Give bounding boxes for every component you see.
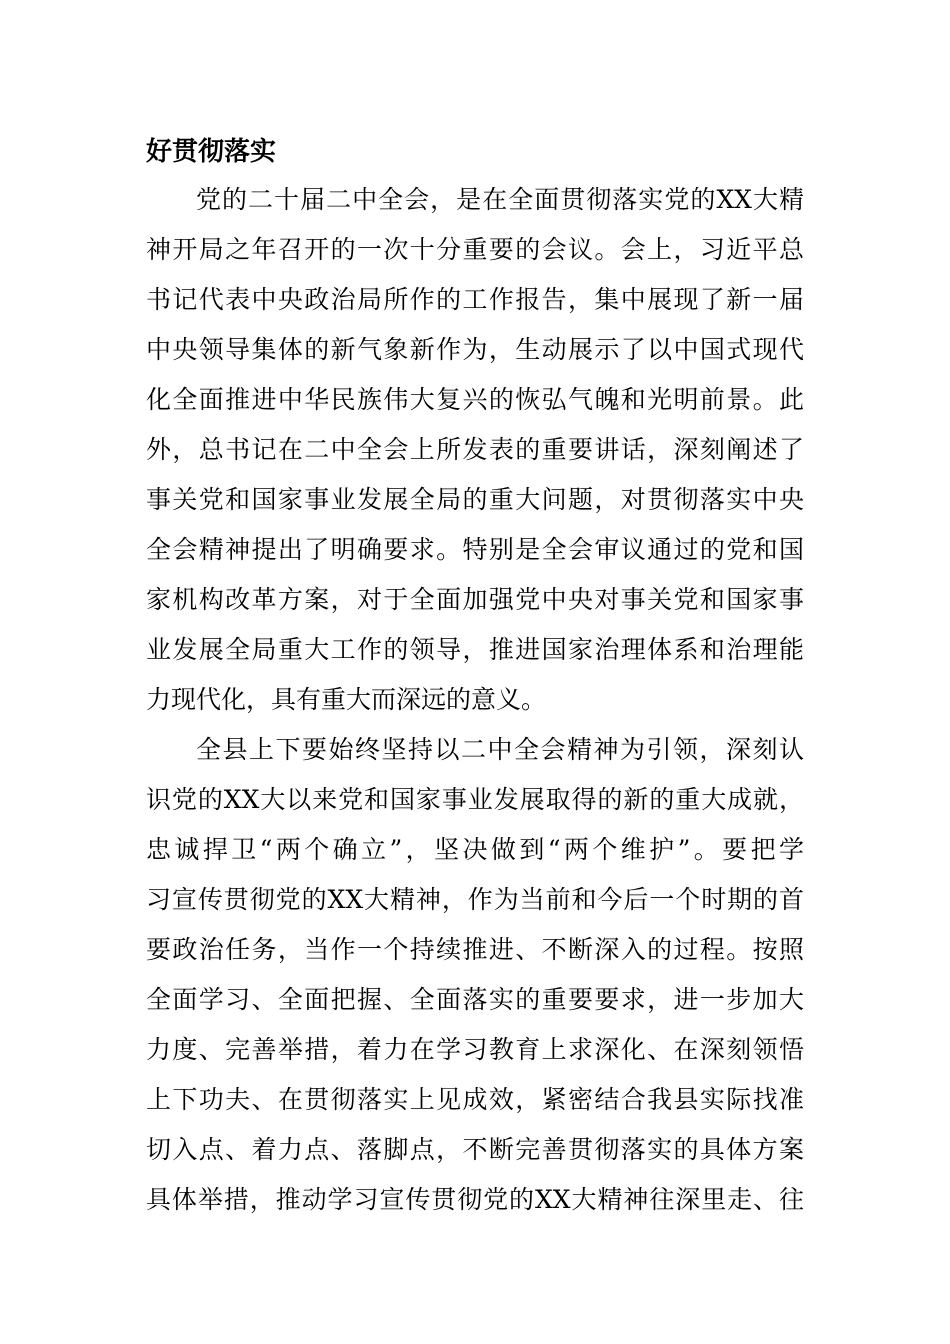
paragraph-1-line: 神开局之年召开的一次十分重要的会议。会上，习近平总 bbox=[146, 235, 804, 264]
paragraph-2-line: 要政治任务，当作一个持续推进、不断深入的过程。按照 bbox=[146, 935, 804, 964]
paragraph-2-line: 全面学习、全面把握、全面落实的重要要求，进一步加大 bbox=[146, 985, 804, 1014]
section-heading: 好贯彻落实 bbox=[146, 137, 277, 167]
paragraph-1-line: 外，总书记在二中全会上所发表的重要讲话，深刻阐述了 bbox=[146, 435, 804, 464]
paragraph-2-line: 具体举措，推动学习宣传贯彻党的XX大精神往深里走、往 bbox=[146, 1185, 804, 1214]
paragraph-2-line: 上下功夫、在贯彻落实上见成效，紧密结合我县实际找准 bbox=[146, 1085, 804, 1114]
paragraph-2-line: 忠诚捍卫“两个确立”，坚决做到“两个维护”。要把学 bbox=[146, 835, 804, 864]
paragraph-2-line: 习宣传贯彻党的XX大精神，作为当前和今后一个时期的首 bbox=[146, 885, 804, 914]
paragraph-1-line: 业发展全局重大工作的领导，推进国家治理体系和治理能 bbox=[146, 635, 804, 664]
paragraph-1-line: 书记代表中央政治局所作的工作报告，集中展现了新一届 bbox=[146, 285, 804, 314]
paragraph-1-line: 党的二十届二中全会，是在全面贯彻落实党的XX大精 bbox=[196, 185, 804, 214]
paragraph-2-line: 切入点、着力点、落脚点，不断完善贯彻落实的具体方案 bbox=[146, 1135, 804, 1164]
paragraph-2-line: 全县上下要始终坚持以二中全会精神为引领，深刻认 bbox=[196, 735, 804, 764]
paragraph-1-line: 化全面推进中华民族伟大复兴的恢弘气魄和光明前景。此 bbox=[146, 385, 804, 414]
paragraph-1-line: 事关党和国家事业发展全局的重大问题，对贯彻落实中央 bbox=[146, 485, 804, 514]
paragraph-2-line: 识党的XX大以来党和国家事业发展取得的新的重大成就， bbox=[146, 785, 804, 814]
paragraph-1-line: 家机构改革方案，对于全面加强党中央对事关党和国家事 bbox=[146, 585, 804, 614]
paragraph-1-line: 中央领导集体的新气象新作为，生动展示了以中国式现代 bbox=[146, 335, 804, 364]
paragraph-2-line: 力度、完善举措，着力在学习教育上求深化、在深刻领悟 bbox=[146, 1035, 804, 1064]
paragraph-1-line: 全会精神提出了明确要求。特别是全会审议通过的党和国 bbox=[146, 535, 804, 564]
paragraph-1-line: 力现代化，具有重大而深远的意义。 bbox=[146, 685, 547, 714]
